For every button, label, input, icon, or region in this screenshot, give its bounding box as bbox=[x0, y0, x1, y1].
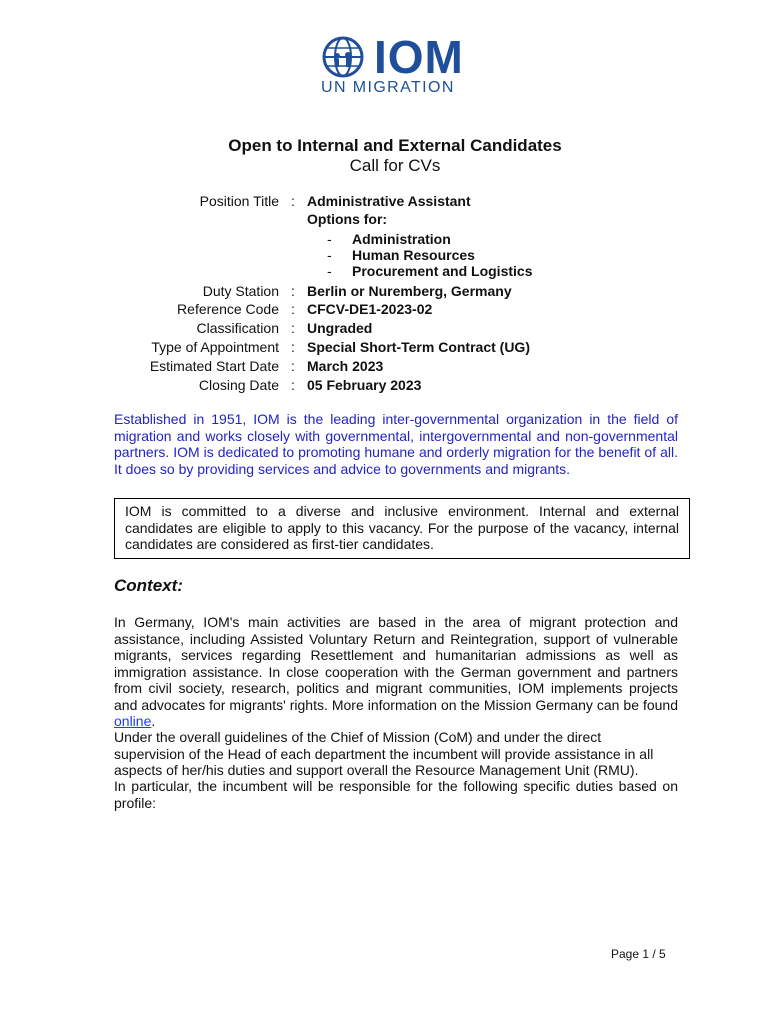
context-paragraph bbox=[114, 614, 678, 730]
context-paragraph-text: In Germany, IOM's main activities are based in the area of migrant protection and assistance, including Assisted Voluntary Return and Reintegration, support of vulnerable migrants, services regarding Resettlement and humanitarian admissions as well as immigration assistance. In close cooperation with the German government and partners from civil society, research, politics and migrant communities, IOM implements projects and advocates for migrants' rights. More information on the Mission Germany can be found bbox=[114, 614, 678, 713]
closing-date-value: 05 February 2023 bbox=[307, 377, 422, 393]
position-title-label: Position Title bbox=[199, 193, 279, 209]
duty-station-value: Berlin or Nuremberg, Germany bbox=[307, 283, 512, 299]
position-title-value: Administrative Assistant bbox=[307, 193, 471, 209]
globe-emblem-icon bbox=[320, 36, 370, 82]
logo-wordmark: IOM bbox=[374, 31, 464, 83]
option-dash: - bbox=[327, 247, 332, 263]
start-date-label: Estimated Start Date bbox=[149, 358, 279, 374]
duties-intro-paragraph: In particular, the incumbent will be responsible for the following specific duties based on profile: bbox=[114, 778, 678, 811]
field-colon: : bbox=[291, 320, 295, 336]
appointment-type-value: Special Short-Term Contract (UG) bbox=[307, 339, 530, 355]
field-colon: : bbox=[291, 283, 295, 299]
option-dash: - bbox=[327, 263, 332, 279]
option-item: Procurement and Logistics bbox=[352, 263, 533, 279]
field-colon: : bbox=[291, 377, 295, 393]
position-title-colon: : bbox=[291, 193, 295, 209]
page-subtitle: Call for CVs bbox=[349, 156, 441, 175]
link-suffix: . bbox=[151, 713, 156, 729]
classification-value: Ungraded bbox=[307, 320, 373, 336]
reference-code-value: CFCV-DE1-2023-02 bbox=[307, 301, 433, 317]
options-heading: Options for: bbox=[307, 211, 388, 227]
option-dash: - bbox=[327, 231, 332, 247]
field-colon: : bbox=[291, 301, 295, 317]
context-heading: Context: bbox=[114, 576, 183, 595]
page-number: Page 1 / 5 bbox=[611, 947, 666, 961]
field-colon: : bbox=[291, 358, 295, 374]
supervision-paragraph: Under the overall guidelines of the Chief of Mission (CoM) and under the direct supervision of the Head of each department the incumbent will provide assistance in all aspects of her/his duties and support overall the Resource Management Unit (RMU). bbox=[114, 729, 654, 778]
document-header bbox=[0, 136, 768, 176]
closing-date-label: Closing Date bbox=[198, 377, 279, 393]
option-item: Administration bbox=[352, 231, 451, 247]
page-title: Open to Internal and External Candidates bbox=[228, 136, 562, 155]
start-date-value: March 2023 bbox=[307, 358, 384, 374]
reference-code-label: Reference Code bbox=[177, 301, 279, 317]
logo-subtext: UN MIGRATION bbox=[321, 79, 455, 96]
classification-label: Classification bbox=[196, 320, 279, 336]
inclusion-notice-box: IOM is committed to a diverse and inclusive environment. Internal and external candidates are eligible to apply to this vacancy. For the purpose of the vacancy, internal candidates are considered as first-tier candidates. bbox=[114, 498, 690, 559]
online-link[interactable]: online bbox=[114, 713, 152, 729]
option-item: Human Resources bbox=[352, 247, 475, 263]
iom-logo bbox=[320, 31, 470, 96]
duty-station-label: Duty Station bbox=[202, 283, 279, 299]
field-colon: : bbox=[291, 339, 295, 355]
appointment-type-label: Type of Appointment bbox=[151, 339, 279, 355]
intro-paragraph: Established in 1951, IOM is the leading inter-governmental organization in the field of migration and works closely with governmental, intergovernmental and non-governmental partners. IOM is dedicated to promoting humane and orderly migration for the benefit of all. It does so by providing services and advice to governments and migrants. bbox=[114, 411, 678, 477]
